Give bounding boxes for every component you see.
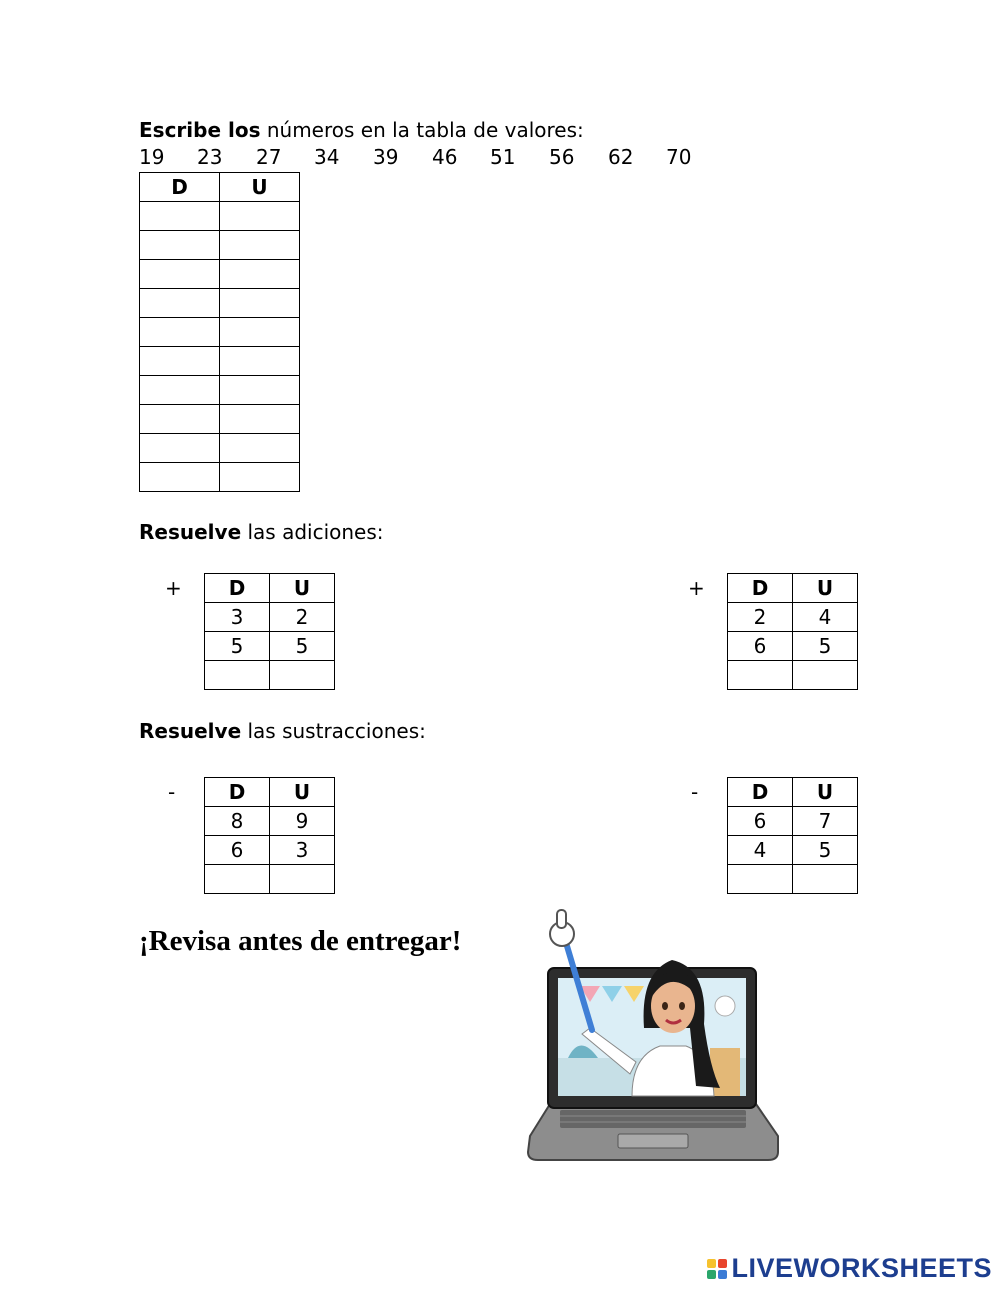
place-value-table: [139, 172, 300, 492]
tens-answer-cell[interactable]: [140, 405, 220, 434]
units-answer-cell[interactable]: [220, 289, 300, 318]
brand-name: LIVEWORKSHEETS: [731, 1253, 992, 1283]
answer-cell[interactable]: [728, 865, 793, 894]
instruction-values: [139, 118, 584, 142]
column-header-tens: D: [205, 574, 270, 603]
number-item: 62: [608, 145, 634, 169]
instruction-text: las adiciones:: [241, 520, 384, 544]
liveworksheets-logo-icon: [707, 1259, 727, 1279]
units-answer-cell[interactable]: [220, 202, 300, 231]
number-item: 23: [197, 145, 223, 169]
digit-cell: 4: [793, 603, 858, 632]
table-row: [140, 231, 300, 260]
column-header-units: U: [270, 778, 335, 807]
number-item: 39: [373, 145, 399, 169]
digit-cell: 3: [270, 836, 335, 865]
digit-cell: 7: [793, 807, 858, 836]
number-item: 51: [490, 145, 516, 169]
table-row: [140, 434, 300, 463]
number-item: 56: [549, 145, 575, 169]
subtraction-table-2: [727, 777, 858, 894]
tens-answer-cell[interactable]: [140, 434, 220, 463]
column-header-units: U: [220, 173, 300, 202]
column-header-units: U: [270, 574, 335, 603]
tens-answer-cell[interactable]: [140, 202, 220, 231]
subtraction-table-1: [204, 777, 335, 894]
units-answer-cell[interactable]: [220, 318, 300, 347]
column-header-tens: D: [140, 173, 220, 202]
table-row: [140, 376, 300, 405]
number-item: 70: [666, 145, 692, 169]
tens-answer-cell[interactable]: [140, 463, 220, 492]
number-item: 19: [139, 145, 165, 169]
units-answer-cell[interactable]: [220, 463, 300, 492]
column-header-tens: D: [728, 778, 793, 807]
column-header-units: U: [793, 574, 858, 603]
answer-cell[interactable]: [270, 661, 335, 690]
minus-sign: -: [691, 780, 699, 804]
tens-answer-cell[interactable]: [140, 318, 220, 347]
answer-cell[interactable]: [205, 865, 270, 894]
instruction-additions: [139, 520, 384, 544]
column-header-units: U: [793, 778, 858, 807]
instruction-text: las sustracciones:: [241, 719, 426, 743]
tens-answer-cell[interactable]: [140, 260, 220, 289]
digit-cell: 5: [793, 836, 858, 865]
table-row: [140, 289, 300, 318]
answer-cell[interactable]: [205, 661, 270, 690]
instruction-bold: Resuelve: [139, 520, 242, 544]
reminder-text: ¡Revisa antes de entregar!: [139, 925, 462, 957]
table-row: [140, 318, 300, 347]
digit-cell: 5: [270, 632, 335, 661]
instruction-bold: Resuelve: [139, 719, 242, 743]
digit-cell: 6: [205, 836, 270, 865]
minus-sign: -: [168, 780, 176, 804]
units-answer-cell[interactable]: [220, 434, 300, 463]
answer-cell[interactable]: [728, 661, 793, 690]
tens-answer-cell[interactable]: [140, 289, 220, 318]
answer-cell[interactable]: [793, 661, 858, 690]
addition-table-2: [727, 573, 858, 690]
number-item: 27: [256, 145, 282, 169]
units-answer-cell[interactable]: [220, 376, 300, 405]
units-answer-cell[interactable]: [220, 231, 300, 260]
table-row: [140, 463, 300, 492]
instruction-text: números en la tabla de valores:: [260, 118, 584, 142]
digit-cell: 9: [270, 807, 335, 836]
instruction-subtractions: [139, 719, 426, 743]
units-answer-cell[interactable]: [220, 405, 300, 434]
addition-table-1: [204, 573, 335, 690]
liveworksheets-logo: [707, 1253, 992, 1284]
digit-cell: 2: [270, 603, 335, 632]
tens-answer-cell[interactable]: [140, 376, 220, 405]
plus-sign: +: [688, 576, 705, 600]
tens-answer-cell[interactable]: [140, 347, 220, 376]
teacher-laptop-icon: [520, 908, 785, 1166]
digit-cell: 5: [793, 632, 858, 661]
digit-cell: 5: [205, 632, 270, 661]
digit-cell: 4: [728, 836, 793, 865]
number-item: 46: [432, 145, 458, 169]
digit-cell: 3: [205, 603, 270, 632]
number-item: 34: [314, 145, 340, 169]
digit-cell: 6: [728, 807, 793, 836]
digit-cell: 2: [728, 603, 793, 632]
plus-sign: +: [165, 576, 182, 600]
answer-cell[interactable]: [793, 865, 858, 894]
tens-answer-cell[interactable]: [140, 231, 220, 260]
instruction-bold: Escribe los: [139, 118, 261, 142]
digit-cell: 6: [728, 632, 793, 661]
units-answer-cell[interactable]: [220, 260, 300, 289]
table-row: [140, 347, 300, 376]
answer-cell[interactable]: [270, 865, 335, 894]
units-answer-cell[interactable]: [220, 347, 300, 376]
table-row: [140, 405, 300, 434]
digit-cell: 8: [205, 807, 270, 836]
table-row: [140, 260, 300, 289]
column-header-tens: D: [205, 778, 270, 807]
column-header-tens: D: [728, 574, 793, 603]
table-row: [140, 202, 300, 231]
